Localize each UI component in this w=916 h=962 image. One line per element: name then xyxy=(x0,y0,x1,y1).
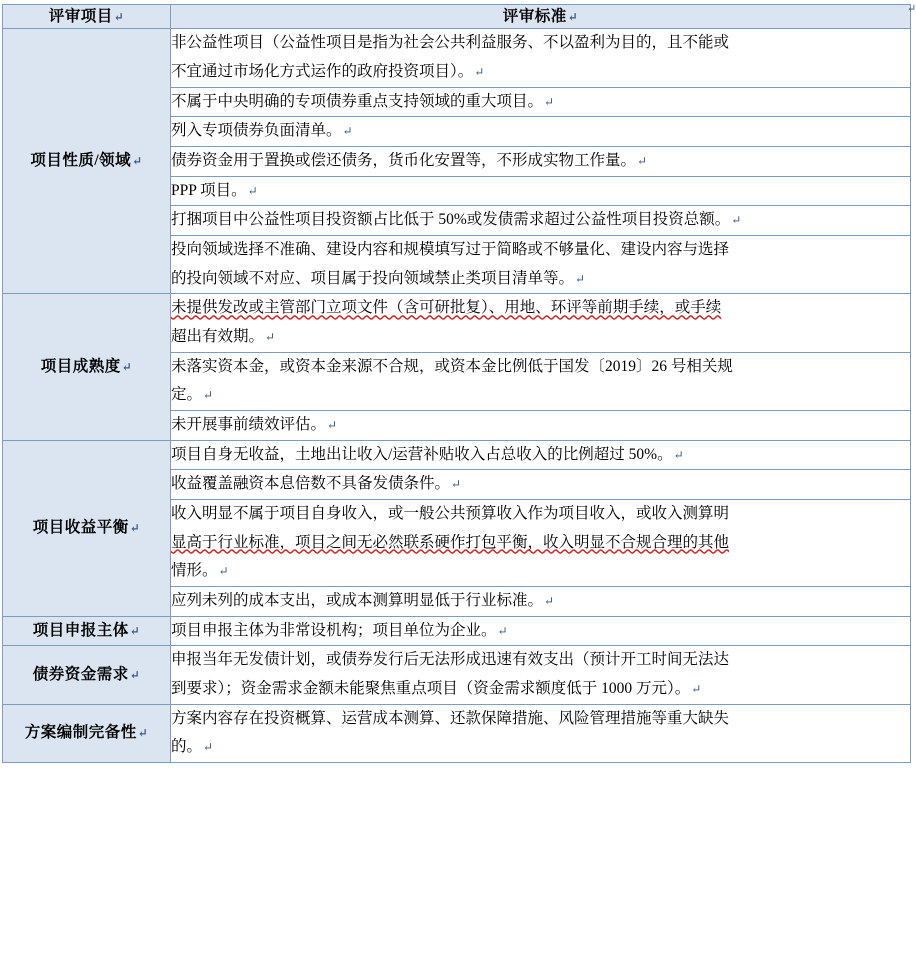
table-row xyxy=(3,440,911,470)
criteria-line: 的投向领域不对应、项目属于投向领域禁止类项目清单等。 xyxy=(171,269,575,287)
paragraph-mark-icon: ↵ xyxy=(113,10,125,24)
paragraph-mark-icon: ↵ xyxy=(121,359,133,374)
table-row xyxy=(3,646,911,704)
criteria-cell xyxy=(171,587,911,617)
table-body xyxy=(3,29,911,763)
criteria-cell xyxy=(171,410,911,440)
document-page xyxy=(0,4,916,962)
category-cell-plan-completeness xyxy=(3,704,171,762)
criteria-line: 不属于中央明确的专项债券重点支持领域的重大项目。 xyxy=(171,92,544,110)
paragraph-mark-icon: ↵ xyxy=(451,477,462,492)
paragraph-mark-icon: ↵ xyxy=(673,447,684,462)
category-label: 项目成熟度 xyxy=(40,357,121,375)
category-label: 项目收益平衡 xyxy=(32,518,129,536)
column-header-criteria-label: 评审标准 xyxy=(502,8,567,25)
paragraph-mark-icon: ↵ xyxy=(129,667,141,682)
column-header-criteria xyxy=(171,5,911,29)
criteria-line: 项目自身无收益，土地出让收入/运营补贴收入占总收入的比例超过 50%。 xyxy=(171,445,673,463)
criteria-cell xyxy=(171,440,911,470)
paragraph-mark-icon: ↵ xyxy=(497,623,508,638)
paragraph-mark-icon: ↵ xyxy=(132,153,143,168)
paragraph-mark-icon: ↵ xyxy=(129,623,141,638)
paragraph-mark-icon: ↵ xyxy=(265,329,276,344)
criteria-line: 应列未列的成本支出，或成本测算明显低于行业标准。 xyxy=(171,592,544,610)
paragraph-mark-icon: ↵ xyxy=(327,417,338,432)
criteria-line: 超出有效期。 xyxy=(171,327,265,345)
paragraph-mark-icon: ↵ xyxy=(567,10,579,24)
right-margin-paragraph-marks xyxy=(907,4,915,15)
category-cell-project-maturity xyxy=(3,294,171,440)
criteria-cell xyxy=(171,29,911,87)
criteria-cell xyxy=(171,352,911,410)
criteria-cell xyxy=(171,176,911,206)
criteria-line: 列入专项债券负面清单。 xyxy=(171,122,342,140)
criteria-cell xyxy=(171,206,911,236)
column-header-project-label: 评审项目 xyxy=(48,8,113,25)
criteria-line: 申报当年无发债计划，或债券发行后无法形成迅速有效支出（预计开工时间无法达 xyxy=(171,651,730,669)
paragraph-mark-icon: ↵ xyxy=(203,740,214,755)
criteria-line: 未提供发改或主管部门立项文件（含可研批复）、用地、环评等前期手续，或手续 xyxy=(171,299,722,317)
criteria-cell xyxy=(171,470,911,500)
category-label: 方案编制完备性 xyxy=(24,723,137,741)
criteria-cell xyxy=(171,704,911,762)
criteria-cell xyxy=(171,117,911,147)
paragraph-mark-icon: ↵ xyxy=(129,520,141,535)
category-cell-project-nature xyxy=(3,29,171,294)
criteria-line: 投向领域选择不准确、建设内容和规模填写过于简略或不够量化、建设内容与选择 xyxy=(171,240,730,258)
criteria-line: 项目申报主体为非常设机构；项目单位为企业。 xyxy=(171,621,497,639)
criteria-cell xyxy=(171,294,911,352)
paragraph-mark-icon: ↵ xyxy=(137,725,149,740)
criteria-line: 收入明显不属于项目自身收入，或一般公共预算收入作为项目收入，或收入测算明 xyxy=(171,505,730,522)
table-header-row xyxy=(3,5,911,29)
category-label: 债券资金需求 xyxy=(32,665,129,683)
paragraph-mark-icon: ↵ xyxy=(575,271,586,286)
table-row xyxy=(3,29,911,87)
category-label: 项目性质/领域 xyxy=(30,151,132,169)
criteria-line: 情形。 xyxy=(171,562,218,580)
criteria-line: 不宜通过市场化方式运作的政府投资项目）。 xyxy=(171,62,474,80)
criteria-line: PPP 项目。 xyxy=(171,181,247,199)
criteria-cell xyxy=(171,235,911,293)
criteria-line: 显高于行业标准，项目之间无必然联系硬作打包平衡，收入明显不合规合理的其他 xyxy=(171,533,730,551)
paragraph-mark-icon: ↵ xyxy=(544,594,555,609)
criteria-line: 到要求）；资金需求金额未能聚焦重点项目（资金需求额度低于 1000 万元）。 xyxy=(171,680,691,698)
paragraph-mark-icon: ↵ xyxy=(907,3,916,15)
paragraph-mark-icon: ↵ xyxy=(544,94,555,109)
category-cell-bond-fund-demand xyxy=(3,646,171,704)
criteria-line: 定。 xyxy=(171,386,203,404)
criteria-cell xyxy=(171,500,911,587)
criteria-line: 债券资金用于置换或偿还债务，货币化安置等，不形成实物工作量。 xyxy=(171,151,637,169)
criteria-line: 未开展事前绩效评估。 xyxy=(171,415,327,433)
paragraph-mark-icon: ↵ xyxy=(637,153,648,168)
table-row xyxy=(3,294,911,352)
paragraph-mark-icon: ↵ xyxy=(474,64,485,79)
criteria-line: 非公益性项目（公益性项目是指为社会公共利益服务、不以盈利为目的，且不能或 xyxy=(171,34,730,52)
table-row xyxy=(3,616,911,646)
category-label: 项目申报主体 xyxy=(32,621,129,639)
paragraph-mark-icon: ↵ xyxy=(731,213,742,228)
criteria-cell xyxy=(171,616,911,646)
criteria-line: 收益覆盖融资本息倍数不具备发债条件。 xyxy=(171,475,451,493)
criteria-line: 未落实资本金，或资本金来源不合规，或资本金比例低于国发〔2019〕26 号相关规 xyxy=(171,357,733,375)
category-cell-revenue-balance xyxy=(3,440,171,616)
category-cell-application-entity xyxy=(3,616,171,646)
criteria-line: 方案内容存在投资概算、运营成本测算、还款保障措施、风险管理措施等重大缺失 xyxy=(171,709,730,727)
paragraph-mark-icon: ↵ xyxy=(203,388,214,403)
paragraph-mark-icon: ↵ xyxy=(218,564,229,579)
table-row xyxy=(3,704,911,762)
criteria-cell xyxy=(171,146,911,176)
criteria-line: 的。 xyxy=(171,738,203,756)
paragraph-mark-icon: ↵ xyxy=(691,682,702,697)
paragraph-mark-icon: ↵ xyxy=(247,183,258,198)
review-criteria-table xyxy=(2,4,911,763)
criteria-line: 打捆项目中公益性项目投资额占比低于 50%或发债需求超过公益性项目投资总额。 xyxy=(171,211,731,229)
criteria-cell xyxy=(171,87,911,117)
column-header-project xyxy=(3,5,171,29)
criteria-cell xyxy=(171,646,911,704)
paragraph-mark-icon: ↵ xyxy=(342,124,353,139)
